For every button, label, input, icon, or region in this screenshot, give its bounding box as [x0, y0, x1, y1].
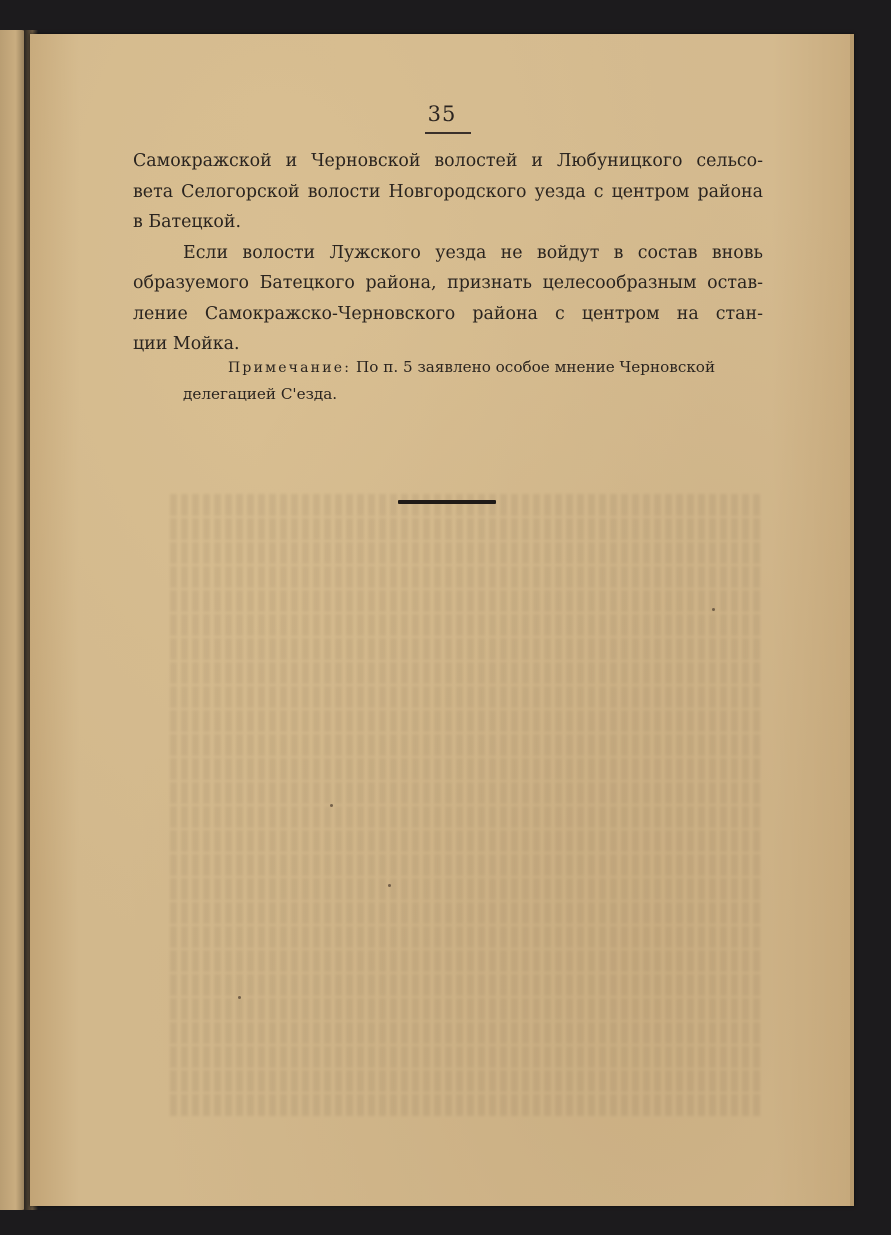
paragraph-2-line-3: ление Самокражско-Черновского района с центром на стан- [133, 303, 763, 324]
paragraph-2-line-1: Если волости Лужского уезда не войдут в состав вновь [183, 242, 763, 263]
footnote [133, 354, 763, 408]
paper-speck [238, 996, 241, 999]
page-edge [850, 34, 854, 1206]
note-label: Примечание: [228, 360, 352, 376]
paragraph-1-line-2: вета Селогорской волости Новгородского уезда с центром района [133, 181, 763, 202]
paper-speck [330, 804, 333, 807]
previous-page-edge [0, 30, 26, 1210]
paper-speck [712, 608, 715, 611]
paragraph-1-line-3: в Батецкой. [133, 212, 242, 232]
paragraph-2-line-4: ции Мойка. [133, 334, 240, 354]
note-line-2: делегацией С'езда. [183, 385, 338, 403]
page-number-underline [425, 132, 471, 134]
note-text-1: По п. 5 заявлено особое мнение Черновской [355, 358, 716, 376]
bleed-through-text [170, 494, 760, 1134]
section-divider [398, 500, 496, 504]
body-text [133, 146, 763, 360]
paragraph-2-line-2: образуемого Батецкого района, признать целесообразным остав- [133, 273, 763, 293]
page-number: 35 [427, 102, 457, 126]
book-page [30, 34, 854, 1206]
note-line-1 [133, 354, 763, 381]
paper-speck [388, 884, 391, 887]
paragraph-1-line-1: Самокражской и Черновской волостей и Любуницкого сельсо- [133, 151, 763, 171]
